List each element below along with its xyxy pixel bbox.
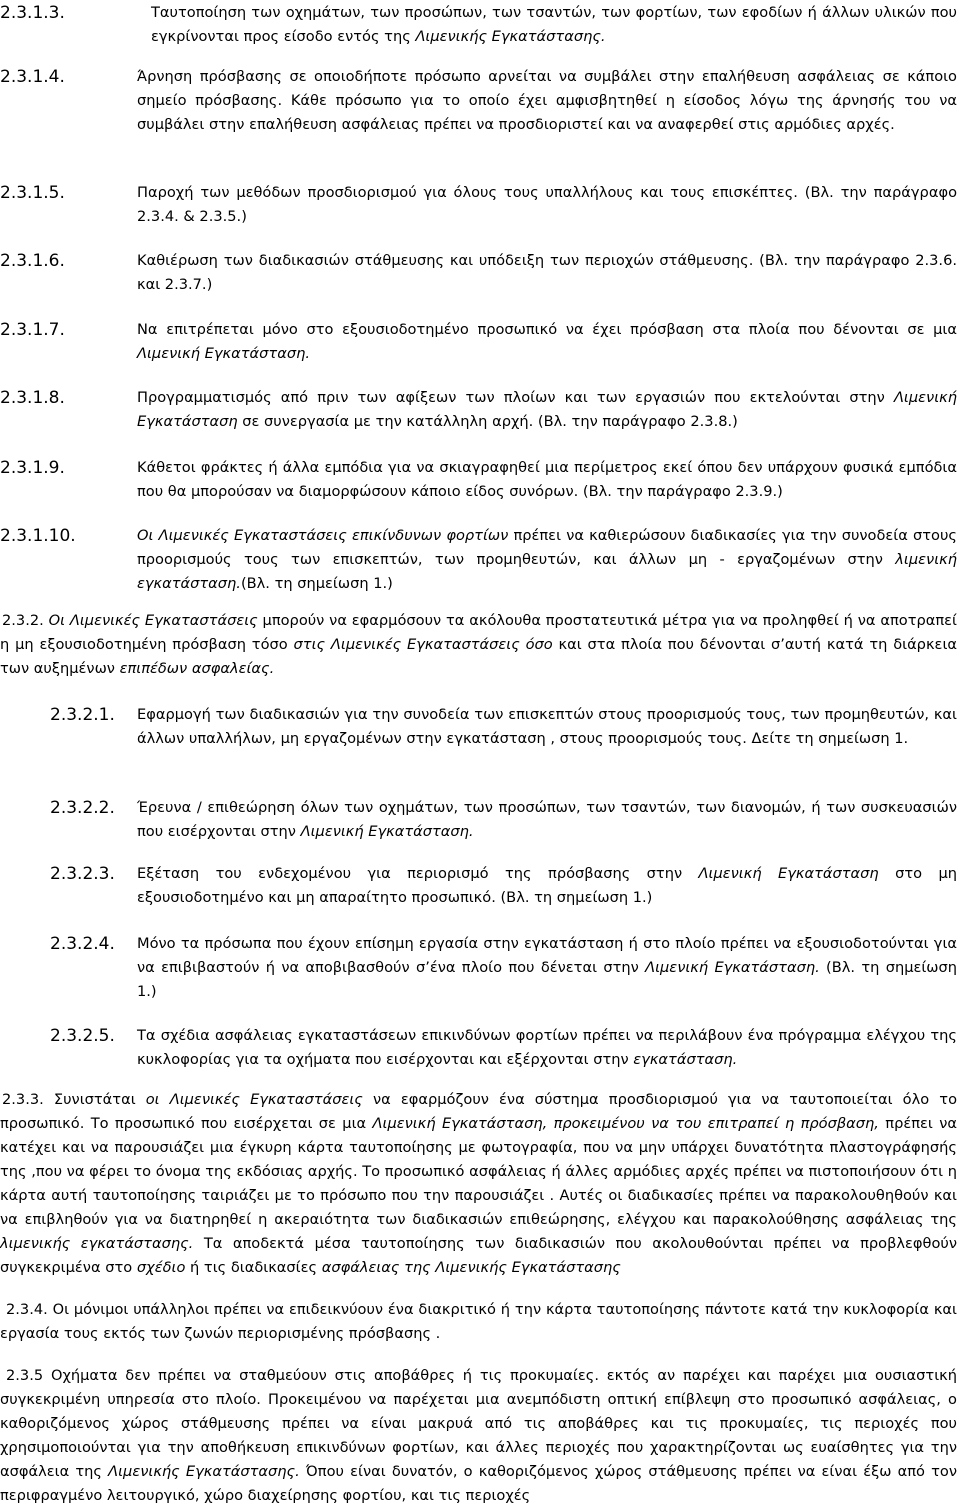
item-2-3-2-1 xyxy=(50,703,960,775)
item-text: Άρνηση πρόσβασης σε οποιοδήποτε πρόσωπο αρνείται να συμβάλει στην επαλήθευση ασφάλειας σε κάποιο σημείο πρόσβασης. Κάθε πρόσωπο για το οποίο έχει αμφισβητηθεί η είσοδος λόγω της άρνησής του να συμβάλει στην επαλήθευση ασφάλειας πρέπει να προσδιοριστεί και να αναφερθεί στις αρμόδιες αρχές. xyxy=(137,68,957,133)
italic-term: λιμενική εγκατάσταση. xyxy=(137,551,957,592)
item-number: 2.3.1.8. xyxy=(0,388,65,408)
italic-term: Λιμενική Εγκατάσταση, προκειμένου να του επιτραπεί η πρόσβαση, xyxy=(372,1115,879,1132)
italic-term: στις Λιμενικές Εγκαταστάσεις όσο xyxy=(293,636,553,653)
italic-term: Οι Λιμενικές Εγκαταστάσεις xyxy=(48,612,258,629)
italic-term: Λιμενική Εγκατάσταση xyxy=(137,389,957,430)
item-number: 2.3.1.5. xyxy=(0,183,65,203)
item-text: Να επιτρέπεται μόνο στο εξουσιοδοτημένο προσωπικό να έχει πρόσβαση στα πλοία που δένονται σε μια Λιμενική Εγκατάσταση. xyxy=(137,321,957,362)
item-2-3-1-5 xyxy=(0,181,960,229)
italic-term: ασφάλειας xyxy=(321,1259,400,1276)
para-text: 2.3.3. Συνιστάται οι Λιμενικές Εγκαταστάσεις να εφαρμόζουν ένα σύστημα προσδιορισμού για να ταυτοποιείται όλο το προσωπικό. Το προσωπικό που εισέρχεται σε μια Λιμενική Εγκατάσταση, προκειμένου να του επιτραπεί η πρόσβαση, πρέπει να κατέχει και να παρουσιάζει μια έγκυρη κάρτα ταυτοποίησης με φωτογραφία, που να μην υπάρχει δυνατότητα πλαστογράφησής της ,που να φέρει το όνομα της εκδόσιας αρχής. Το προσωπικό ασφάλειας ή άλλες αρμόδιες αρχές πρέπει να πιστοποιήσουν ότι η κάρτα αυτή ταυτοποίησης ταιριάζει με το πρόσωπο που την παρουσιάζει . Αυτές οι διαδικασίες πρέπει να παρακολουθηθούν και να επιβληθούν για να διατηρηθεί η ακεραιότητα των διαδικασιών επιθεώρησης, ελέγχου και παρακολούθησης ασφάλειας της λιμενικής εγκατάστασης. Τα αποδεκτά μέσα ταυτοποίησης των διαδικασιών που ακολουθούνται πρέπει να προβλεφθούν συγκεκριμένα στο σχέδιο ή τις διαδικασίες ασφάλειας της Λιμενικής Εγκατάστασης xyxy=(0,1091,958,1276)
para-2-3-2 xyxy=(0,609,960,681)
item-2-3-1-3 xyxy=(0,1,960,49)
item-2-3-2-3 xyxy=(50,862,960,910)
item-number: 2.3.1.3. xyxy=(0,3,65,23)
item-2-3-1-8 xyxy=(0,386,960,434)
item-text: Κάθετοι φράκτες ή άλλα εμπόδια για να σκιαγραφηθεί μια περίμετρος εκεί όπου δεν υπάρχουν φυσικά εμπόδια που θα μπορούσαν να διαμορφώσουν κάποιο είδος συνόρων. (Βλ. την παράγραφο 2.3.9.) xyxy=(137,459,957,500)
item-number: 2.3.2.1. xyxy=(50,705,115,725)
item-text: Εξέταση του ενδεχομένου για περιορισμό της πρόσβασης στην Λιμενική Εγκατάσταση στο μη εξουσιοδοτημένο και μη απαραίτητο προσωπικό. (Βλ. τη σημείωση 1.) xyxy=(137,865,958,906)
para-2-3-3 xyxy=(0,1088,960,1280)
italic-term: Λιμενική Εγκατάσταση. xyxy=(137,345,310,362)
item-2-3-1-4 xyxy=(0,65,960,161)
item-number: 2.3.2.3. xyxy=(50,864,115,884)
italic-term: Οι Λιμενικές Εγκαταστάσεις επικίνδυνων φορτίων xyxy=(137,527,509,544)
item-number: 2.3.2.5. xyxy=(50,1026,115,1046)
item-number: 2.3.1.7. xyxy=(0,320,65,340)
item-2-3-2-5 xyxy=(50,1024,960,1072)
italic-term: Λιμενική Εγκατάσταση xyxy=(698,865,879,882)
italic-term: Λιμενικής Εγκατάστασης. xyxy=(415,28,606,45)
italic-term: οι Λιμενικές Εγκαταστάσεις xyxy=(145,1091,363,1108)
item-2-3-1-7 xyxy=(0,318,960,366)
para-text: 2.3.5 Οχήματα δεν πρέπει να σταθμεύουν στις αποβάθρες ή τις προκυμαίες. εκτός αν παρέχει και παρέχει μια ουσιαστική συγκεκριμένη υπηρεσία στο πλοίο. Προκειμένου να παρέχεται μια ανεμπόδιστη οπτική επίβλεψη στο προσωπικό ασφάλειας, ο καθοριζόμενος χώρος στάθμευσης πρέπει να είναι μακρυά από τις αποβάθρες και τις προκυμαίες, τις περιοχές που χρησιμοποιούνται για την αποθήκευση επικινδύνων φορτίων, και άλλες περιοχές που χαρακτηρίζονται ως ευαίσθητες για την ασφάλεια της Λιμενικής Εγκατάστασης. Όπου είναι δυνατόν, ο καθοριζόμενος χώρος στάθμευσης πρέπει να είναι έξω από τον περιφραγμένο λειτουργικό, χώρο διαχείρησης φορτίου, και τις περιοχές xyxy=(0,1367,958,1504)
italic-term: Λιμενική Εγκατάσταση. xyxy=(645,959,820,976)
italic-term: της Λιμενικής Εγκατάστασης xyxy=(399,1259,621,1276)
italic-term: λιμενικής εγκατάστασης. xyxy=(0,1235,194,1252)
item-text: Μόνο τα πρόσωπα που έχουν επίσημη εργασία στην εγκατάσταση ή στο πλοίο πρέπει να εξουσιοδοτούνται για να επιβιβαστούν ή να αποβιβασθούν σ’ένα πλοίο που δένεται στην Λιμενική Εγκατάσταση. (Βλ. τη σημείωση 1.) xyxy=(137,935,958,1000)
para-2-3-5 xyxy=(0,1364,960,1504)
item-text: Οι Λιμενικές Εγκαταστάσεις επικίνδυνων φορτίων πρέπει να καθιερώσουν διαδικασίες για την συνοδεία στους προορισμούς τους των επισκεπτών, των προμηθευτών, και άλλων μη - εργαζομένων στην λιμενική εγκατάσταση.(Βλ. τη σημείωση 1.) xyxy=(137,527,957,592)
italic-term: Λιμενική Εγκατάσταση. xyxy=(300,823,474,840)
item-number: 2.3.1.4. xyxy=(0,67,65,87)
para-2-3-4 xyxy=(0,1298,960,1346)
item-text: Εφαρμογή των διαδικασιών για την συνοδεία των επισκεπτών στους προορισμούς τους, των προμηθευτών, και άλλων υπαλλήλων, μη εργαζομένων στην εγκατάσταση , στους προορισμούς τους. Δείτε τη σημείωση 1. xyxy=(137,706,957,747)
item-number: 2.3.1.9. xyxy=(0,458,65,478)
para-text: 2.3.2. Οι Λιμενικές Εγκαταστάσεις μπορούν να εφαρμόσουν τα ακόλουθα προστατευτικά μέτρα για να προληφθεί ή να αποτραπεί η μη εξουσιοδοτημένη πρόσβαση τόσο στις Λιμενικές Εγκαταστάσεις όσο και στα πλοία που δένονται σ’αυτή κατά τη διάρκεια των αυξημένων επιπέδων ασφαλείας. xyxy=(0,612,957,677)
item-2-3-2-2 xyxy=(50,796,960,844)
italic-term: Λιμενικής Εγκατάστασης. xyxy=(108,1463,300,1480)
item-number: 2.3.1.6. xyxy=(0,251,65,271)
item-text: Ταυτοποίηση των οχημάτων, των προσώπων, των τσαντών, των φορτίων, των εφοδίων ή άλλων υλικών που εγκρίνονται προς είσοδο εντός της Λιμενικής Εγκατάστασης. xyxy=(151,4,957,45)
item-number: 2.3.1.10. xyxy=(0,526,76,546)
italic-term: εγκατάσταση. xyxy=(633,1051,738,1068)
italic-term: επιπέδων ασφαλείας. xyxy=(119,660,275,677)
item-2-3-2-4 xyxy=(50,932,960,1004)
item-2-3-1-6 xyxy=(0,249,960,297)
item-number: 2.3.2.2. xyxy=(50,798,115,818)
item-text: Τα σχέδια ασφάλειας εγκαταστάσεων επικινδύνων φορτίων πρέπει να περιλάβουν ένα πρόγραμμα ελέγχου της κυκλοφορίας για τα οχήματα που εισέρχονται και εξέρχονται στην εγκατάσταση. xyxy=(137,1027,957,1068)
item-text: Παροχή των μεθόδων προσδιορισμού για όλους τους υπαλλήλους και τους επισκέπτες. (Βλ. την παράγραφο 2.3.4. & 2.3.5.) xyxy=(137,184,957,225)
para-text: 2.3.4. Οι μόνιμοι υπάλληλοι πρέπει να επιδεικνύουν ένα διακριτικό ή την κάρτα ταυτοποίησης πάντοτε κατά την κυκλοφορία και εργασία τους εκτός των ζωνών περιορισμένης πρόσβασης . xyxy=(0,1301,957,1342)
item-number: 2.3.2.4. xyxy=(50,934,115,954)
italic-term: σχέδιο xyxy=(136,1259,186,1276)
item-text: Καθιέρωση των διαδικασιών στάθμευσης και υπόδειξη των περιοχών στάθμευσης. (Βλ. την παράγραφο 2.3.6. και 2.3.7.) xyxy=(137,252,957,293)
item-text: Προγραμματισμός από πριν των αφίξεων των πλοίων και των εργασιών που εκτελούνται στην Λιμενική Εγκατάσταση σε συνεργασία με την κατάλληλη αρχή. (Βλ. την παράγραφο 2.3.8.) xyxy=(137,389,957,430)
item-2-3-1-9 xyxy=(0,456,960,504)
item-text: Έρευνα / επιθεώρηση όλων των οχημάτων, των προσώπων, των τσαντών, των διανομών, ή των συσκευασιών που εισέρχονται στην Λιμενική Εγκατάσταση. xyxy=(137,799,957,840)
item-2-3-1-10 xyxy=(0,524,960,596)
